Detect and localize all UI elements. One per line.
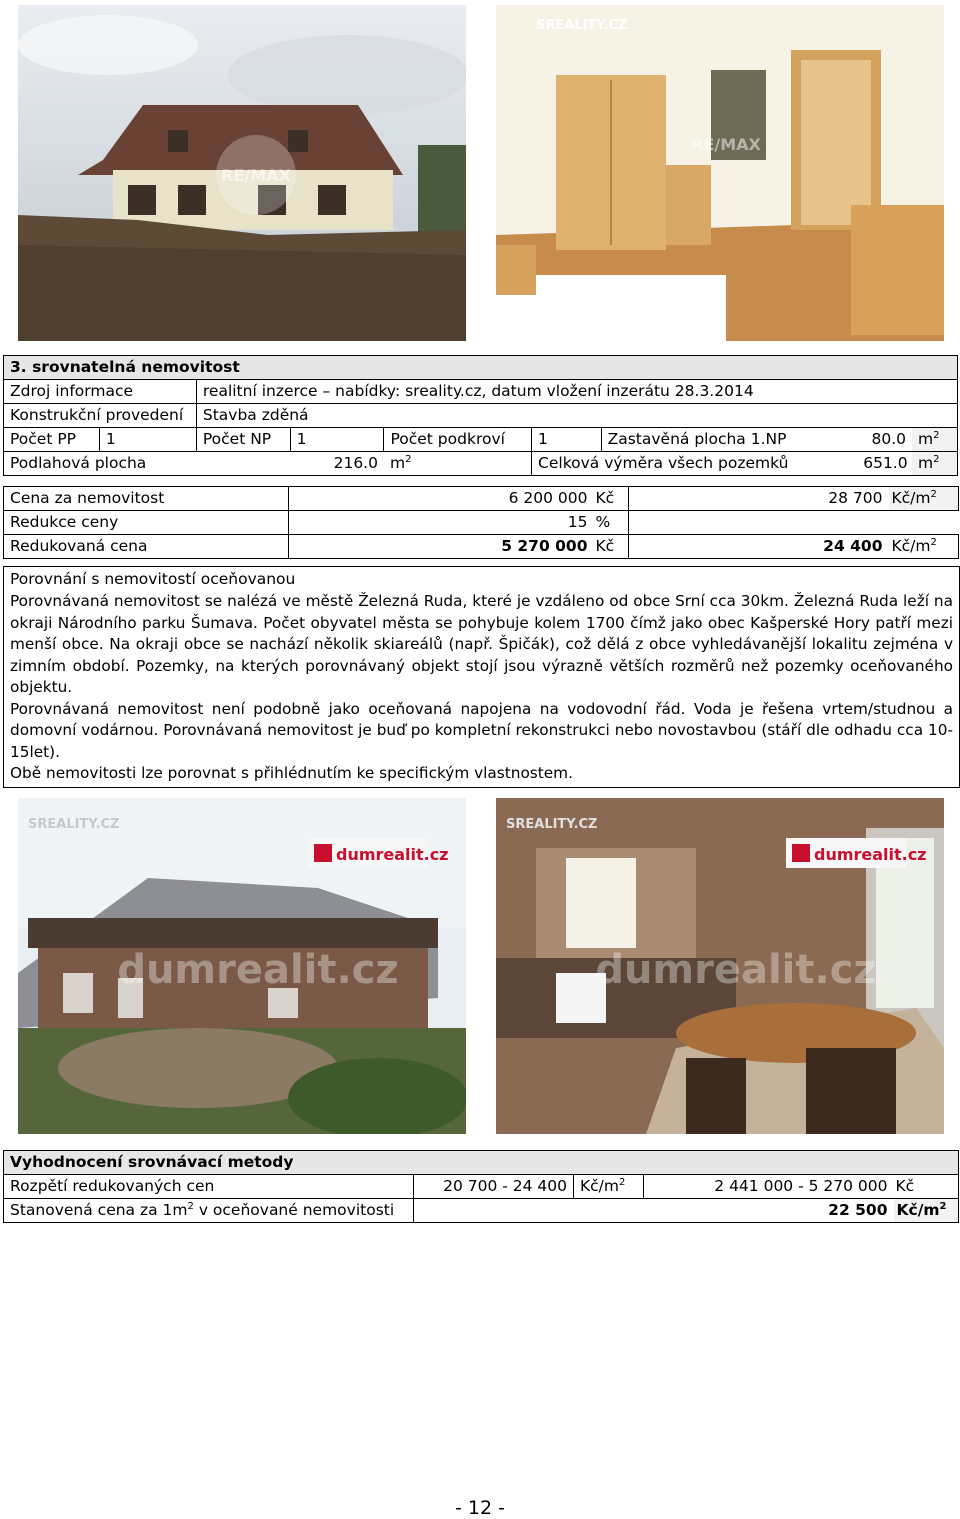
range-total-unit: Kč — [894, 1175, 959, 1199]
set-price-label: Stanovená cena za $1m^2$ v oceňované nemovitosti — [4, 1199, 414, 1223]
range-value: 20 700 - 24 400 — [414, 1175, 574, 1199]
np-value: 1 — [290, 428, 384, 452]
land-unit: $m^2$ — [912, 452, 957, 476]
built-area-label: Zastavěná plocha 1.NP — [601, 428, 857, 452]
np-label: Počet NP — [196, 428, 290, 452]
pp-label: Počet PP — [4, 428, 100, 452]
price-per-m2: 28 700 — [629, 487, 889, 511]
range-total: 2 441 000 - 5 270 000 — [644, 1175, 894, 1199]
bedroom-photo — [496, 5, 944, 341]
price-label: Cena za nemovitost — [4, 487, 289, 511]
reduced-per-m2-unit: $Kč/m^2$ — [889, 535, 959, 559]
reduction-value: 15 — [289, 511, 594, 535]
comparison-heading: Porovnání s nemovitostí oceňovanou — [10, 570, 296, 588]
comparison-paragraph-3: Obě nemovitosti lze porovnat s přihlédnutím ke specifickým vlastnostem. — [10, 764, 573, 782]
remax-watermark: RE/MAX — [221, 166, 291, 185]
comparison-paragraph-1: Porovnávaná nemovitost se nalézá ve městě Železná Ruda, které je vzdáleno od obce Srní cca 30km. Železná Ruda leží na okraji Národního parku Šumava. Počet obyvatel města se pohybuje kolem 1700 čímž jako obec Kašperské Hory patří mezi menší obce. Na okraji obce se nachází několik skiareálů (např. Špičák), což dělá z obce vyhledávanější lokalitu zejména v zimním období. Pozemky, na kterých porovnávaný objekt stojí jsou výrazně větších rozměrů než pozemky oceňovaného objektu. — [10, 592, 953, 696]
attic-label: Počet podkroví — [384, 428, 532, 452]
price-per-m2-unit: $Kč/m^2$ — [889, 487, 959, 511]
sreality-watermark: SREALITY.CZ — [536, 18, 628, 33]
kitchen-photo — [496, 798, 944, 1134]
construction-label: Konstrukční provedení — [4, 404, 197, 428]
reduction-label: Redukce ceny — [4, 511, 289, 535]
dumrealit-big-watermark: dumrealit.cz — [595, 947, 877, 993]
price-value: 6 200 000 — [289, 487, 594, 511]
land-value: 651.0 — [857, 452, 912, 476]
dumrealit-logo: dumrealit.cz — [814, 845, 927, 864]
evaluation-table — [3, 1150, 959, 1223]
price-table — [3, 486, 959, 559]
set-price-value: 22 500 — [414, 1199, 894, 1223]
land-label: Celková výměra všech pozemků — [532, 452, 858, 476]
property-title: 3. srovnatelná nemovitost — [4, 356, 958, 380]
sreality-watermark: SREALITY.CZ — [28, 817, 120, 832]
remax-watermark: RE/MAX — [691, 135, 761, 154]
reduced-unit: Kč — [594, 535, 629, 559]
reduction-unit: % — [594, 511, 629, 535]
reduced-label: Redukovaná cena — [4, 535, 289, 559]
sreality-watermark: SREALITY.CZ — [506, 817, 598, 832]
evaluation-title: Vyhodnocení srovnávací metody — [4, 1151, 959, 1175]
pp-value: 1 — [99, 428, 196, 452]
floor-area-value: 216.0 — [290, 452, 384, 476]
comparison-section — [3, 566, 960, 788]
construction-value: Stavba zděná — [196, 404, 957, 428]
price-unit: Kč — [594, 487, 629, 511]
house-photo — [18, 5, 466, 341]
range-unit: $Kč/m^2$ — [574, 1175, 644, 1199]
floor-area-unit-and-land: $m^2$ — [384, 452, 532, 476]
source-value: realitní inzerce – nabídky: sreality.cz, datum vložení inzerátu 28.3.2014 — [196, 380, 957, 404]
floor-area-label: Podlahová plocha — [4, 452, 291, 476]
dumrealit-big-watermark: dumrealit.cz — [117, 947, 399, 993]
set-price-unit: $Kč/m^2$ — [894, 1199, 959, 1223]
attic-value: 1 — [532, 428, 602, 452]
source-label: Zdroj informace — [4, 380, 197, 404]
dumrealit-logo: dumrealit.cz — [336, 845, 449, 864]
comparison-paragraph-2: Porovnávaná nemovitost není podobně jako oceňovaná napojena na vodovodní řád. Voda je řešena vrtem/studnou a domovní vodárnou. Porovnávaná nemovitost je buď po kompletní rekonstrukci nebo novostavbou (stáří dle odhadu cca 10-15let). — [10, 699, 953, 761]
built-area-value: 80.0 — [857, 428, 912, 452]
property-table — [3, 355, 958, 476]
built-area-unit: $m^2$ — [912, 428, 957, 452]
reduced-per-m2: 24 400 — [629, 535, 889, 559]
range-label: Rozpětí redukovaných cen — [4, 1175, 414, 1199]
reduced-value: 5 270 000 — [289, 535, 594, 559]
mountain-house-photo — [18, 798, 466, 1134]
page-number: - 12 - — [455, 1497, 505, 1519]
